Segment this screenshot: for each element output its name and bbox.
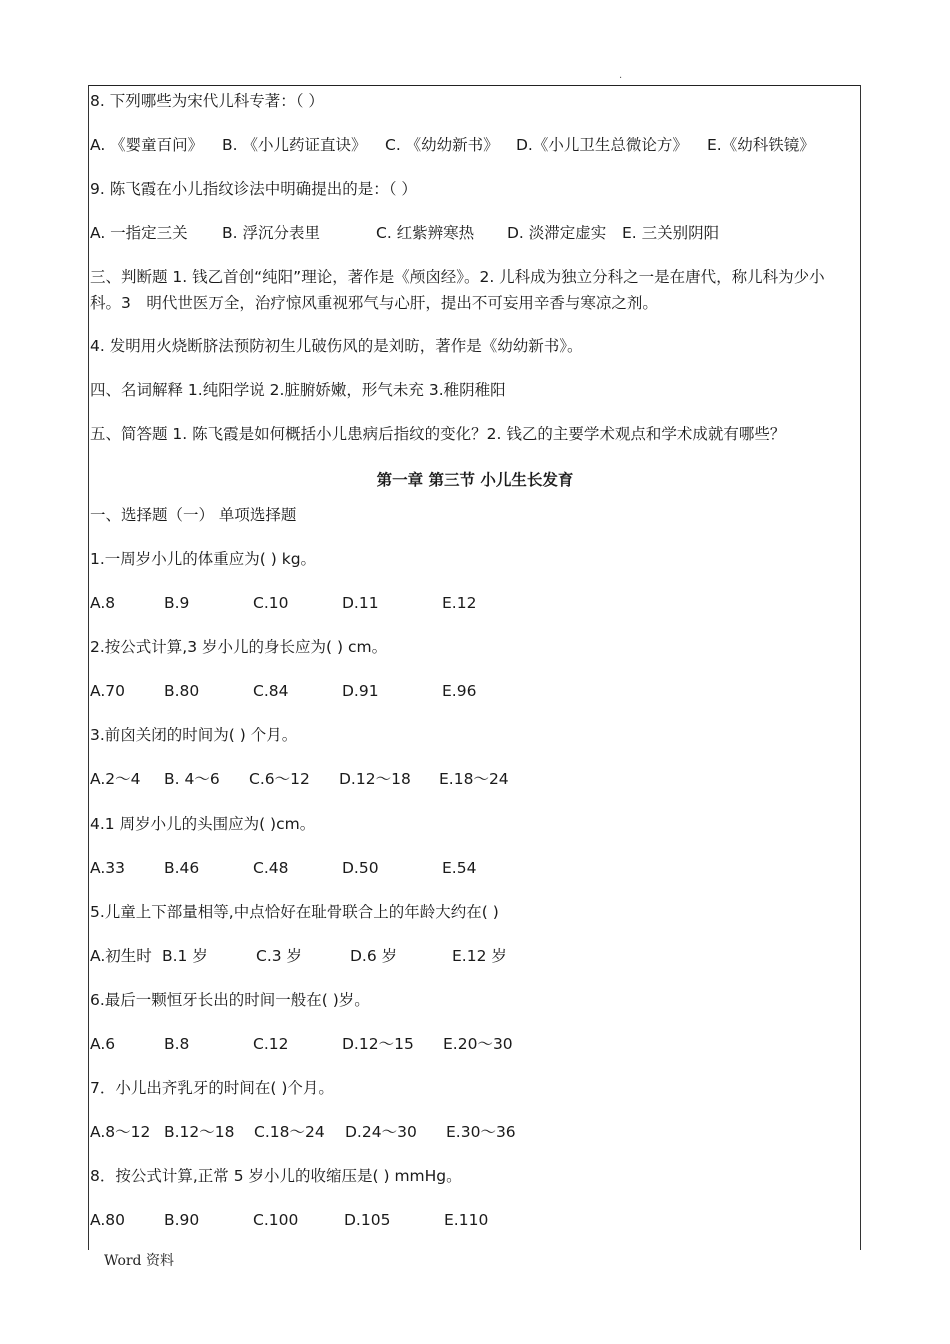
option: E.12 岁 (452, 947, 507, 965)
option: B.1 岁 (162, 947, 208, 965)
option: A.6 (90, 1035, 116, 1053)
option: B. 浮沉分表里 (222, 224, 320, 242)
terms-section: 四、名词解释 1.纯阳学说 2.脏腑娇嫩，形气未充 3.稚阴稚阳 (90, 381, 506, 399)
option: B.90 (164, 1211, 200, 1229)
option: C.100 (253, 1211, 299, 1229)
question-6-stem: 6.最后一颗恒牙长出的时间一般在( )岁。 (90, 991, 370, 1009)
option: E.110 (444, 1211, 489, 1229)
option: D.24～30 (345, 1123, 417, 1141)
option: C.18～24 (254, 1123, 325, 1141)
option: A.70 (90, 682, 125, 700)
option: D.11 (342, 594, 379, 612)
footer-label: Word 资料 (104, 1253, 174, 1269)
question-7-options (90, 1121, 850, 1143)
judgment-item-4: 4. 发明用火烧断脐法预防初生儿破伤风的是刘昉，著作是《幼幼新书》。 (90, 337, 583, 355)
short-answer-section: 五、简答题 1. 陈飞霞是如何概括小儿患病后指纹的变化？2. 钱乙的主要学术观点和学术成就有哪些？ (90, 425, 786, 443)
question-3-options (90, 768, 850, 790)
option: A.8 (90, 594, 116, 612)
option: A.80 (90, 1211, 125, 1229)
question-1-stem: 1.一周岁小儿的体重应为( ) kg。 (90, 550, 317, 568)
option: D.12～15 (342, 1035, 414, 1053)
option: D.105 (344, 1211, 391, 1229)
option: E.18～24 (439, 770, 509, 788)
option: D.91 (342, 682, 379, 700)
option: B. 《小儿药证直诀》 (222, 136, 367, 154)
option: D.12～18 (339, 770, 411, 788)
option: A.初生时 (90, 947, 152, 965)
question-9-options (90, 222, 850, 244)
question-5-stem: 5.儿童上下部量相等,中点恰好在耻骨联合上的年龄大约在( ) (90, 903, 499, 921)
option: B.9 (164, 594, 190, 612)
question-8-options (90, 134, 850, 156)
option: E.54 (442, 859, 477, 877)
option: E. 三关别阴阳 (622, 224, 720, 242)
option: B.46 (164, 859, 200, 877)
question-7-stem: 7．小儿出齐乳牙的时间在( )个月。 (90, 1079, 334, 1097)
question-9-stem: 9. 陈飞霞在小儿指纹诊法中明确提出的是：（ ） (90, 180, 417, 198)
question-2-options (90, 680, 850, 702)
option: B. 4～6 (164, 770, 220, 788)
option: C. 《幼幼新书》 (385, 136, 499, 154)
option: A. 《婴童百问》 (90, 136, 204, 154)
option: A.8～12 (90, 1123, 151, 1141)
option: C.48 (253, 859, 289, 877)
option: C.3 岁 (256, 947, 303, 965)
option: C.84 (253, 682, 289, 700)
option: E.《幼科铁镜》 (707, 136, 815, 154)
question-6-options (90, 1033, 850, 1055)
option: A.2～4 (90, 770, 141, 788)
judgment-section: 三、判断题 1. 钱乙首创“纯阳”理论，著作是《颅囟经》。2. 儿科成为独立分科之一是在唐代，称儿科为少小科。3 明代世医万全，治疗惊风重视邪气与心肝，提出不可妄用辛香与寒凉之剂。 (90, 268, 825, 312)
question-4-stem: 4.1 周岁小儿的头围应为( )cm。 (90, 815, 316, 833)
header-dot: . (619, 70, 623, 81)
option: C.12 (253, 1035, 289, 1053)
question-2-stem: 2.按公式计算,3 岁小儿的身长应为( ) cm。 (90, 638, 388, 656)
question-8b-options (90, 1209, 850, 1231)
right-border (860, 85, 861, 1250)
option: D. 淡滞定虚实 (507, 224, 607, 242)
question-8-stem: 8. 下列哪些为宋代儿科专著：（ ） (90, 92, 324, 110)
question-5-options (90, 945, 850, 967)
option: E.12 (442, 594, 477, 612)
option: D.50 (342, 859, 379, 877)
option: D.6 岁 (350, 947, 398, 965)
section-title: 第一章 第三节 小儿生长发育 (376, 471, 574, 489)
option: B.12～18 (164, 1123, 235, 1141)
option: A. 一指定三关 (90, 224, 188, 242)
option: E.30～36 (446, 1123, 516, 1141)
option: B.80 (164, 682, 200, 700)
question-3-stem: 3.前囟关闭的时间为( ) 个月。 (90, 726, 298, 744)
option: C. 红紫辨寒热 (376, 224, 475, 242)
header-rule (88, 85, 861, 86)
option: B.8 (164, 1035, 190, 1053)
left-border (88, 85, 89, 1250)
option: E.96 (442, 682, 477, 700)
question-1-options (90, 592, 850, 614)
question-8b-stem: 8．按公式计算,正常 5 岁小儿的收缩压是( ) mmHg。 (90, 1167, 462, 1185)
section-subtitle: 一、选择题（一） 单项选择题 (90, 506, 297, 524)
option: C.10 (253, 594, 289, 612)
option: C.6～12 (249, 770, 310, 788)
question-4-options (90, 857, 850, 879)
option: D.《小儿卫生总微论方》 (516, 136, 688, 154)
option: E.20～30 (443, 1035, 513, 1053)
option: A.33 (90, 859, 125, 877)
